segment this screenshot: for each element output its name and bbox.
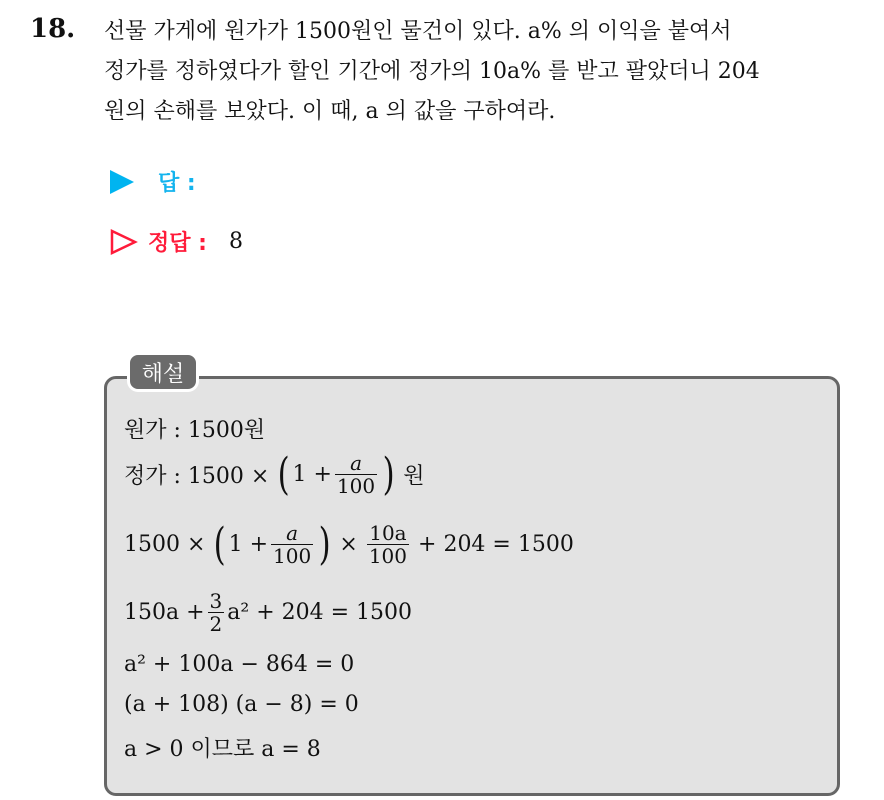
solution-line-5 xyxy=(124,652,354,677)
answer-row xyxy=(110,166,196,197)
fraction-numerator: 3 xyxy=(209,589,223,613)
fraction xyxy=(271,522,313,567)
correct-answer-row xyxy=(110,226,243,257)
solution-line-4 xyxy=(124,590,412,635)
correct-marker-outline-triangle-icon xyxy=(110,229,138,255)
solution-line-4-prefix: 150a + xyxy=(124,600,205,625)
solution-line-3 xyxy=(124,518,574,570)
fraction-numerator: 10a xyxy=(369,521,407,545)
solution-line-1 xyxy=(124,413,265,444)
solution-line-3-suffix: + 204 = 1500 xyxy=(418,532,574,557)
solution-line-5-text: a² + 100a − 864 = 0 xyxy=(124,652,355,677)
problem-statement xyxy=(104,12,864,132)
answer-label: 답 : xyxy=(158,171,196,196)
left-paren: ( xyxy=(213,518,227,570)
solution-line-6-text: (a + 108) (a − 8) = 0 xyxy=(124,692,359,717)
right-paren: ) xyxy=(382,448,395,500)
solution-line-2-prefix: 정가 : 1500 × xyxy=(124,464,270,489)
solution-line-6 xyxy=(124,692,359,717)
correct-answer-value: 8 xyxy=(228,229,243,254)
problem-line-1: 선물 가게에 원가가 1500원인 물건이 있다. a% 의 이익을 붙여서 xyxy=(104,19,732,44)
solution-line-7-text: a > 0 이므로 a = 8 xyxy=(124,737,321,762)
solution-line-1-text: 원가 : 1500원 xyxy=(124,418,266,443)
correct-answer-label: 정답 : xyxy=(148,231,207,256)
fraction-numerator: a xyxy=(286,521,299,545)
solution-line-3-prefix: 1500 × xyxy=(124,532,206,557)
fraction xyxy=(208,590,225,635)
answer-marker-filled-triangle-icon xyxy=(110,170,134,194)
right-paren: ) xyxy=(318,518,331,570)
solution-tab: 해설 xyxy=(127,352,199,392)
fraction xyxy=(367,522,409,567)
solution-line-7 xyxy=(124,732,321,763)
fraction xyxy=(335,452,377,497)
fraction-denominator: 2 xyxy=(209,612,223,636)
left-paren: ( xyxy=(277,448,290,500)
solution-line-2-one-plus: 1 + xyxy=(292,462,332,487)
times-sign: × xyxy=(339,532,358,557)
solution-line-2-suffix: 원 xyxy=(403,464,425,489)
fraction-numerator: a xyxy=(350,451,362,475)
problem-number: 18. xyxy=(30,14,76,44)
problem-line-3: 원의 손해를 보았다. 이 때, a 의 값을 구하여라. xyxy=(104,99,556,124)
solution-line-3-one-plus: 1 + xyxy=(228,532,269,557)
fraction-denominator: 100 xyxy=(368,544,408,568)
fraction-denominator: 100 xyxy=(336,474,376,498)
solution-line-2 xyxy=(124,448,425,500)
problem-line-2: 정가를 정하였다가 할인 기간에 정가의 10a% 를 받고 팔았더니 204 xyxy=(104,59,760,84)
fraction-denominator: 100 xyxy=(273,544,312,568)
solution-line-4-suffix: a² + 204 = 1500 xyxy=(227,600,413,625)
